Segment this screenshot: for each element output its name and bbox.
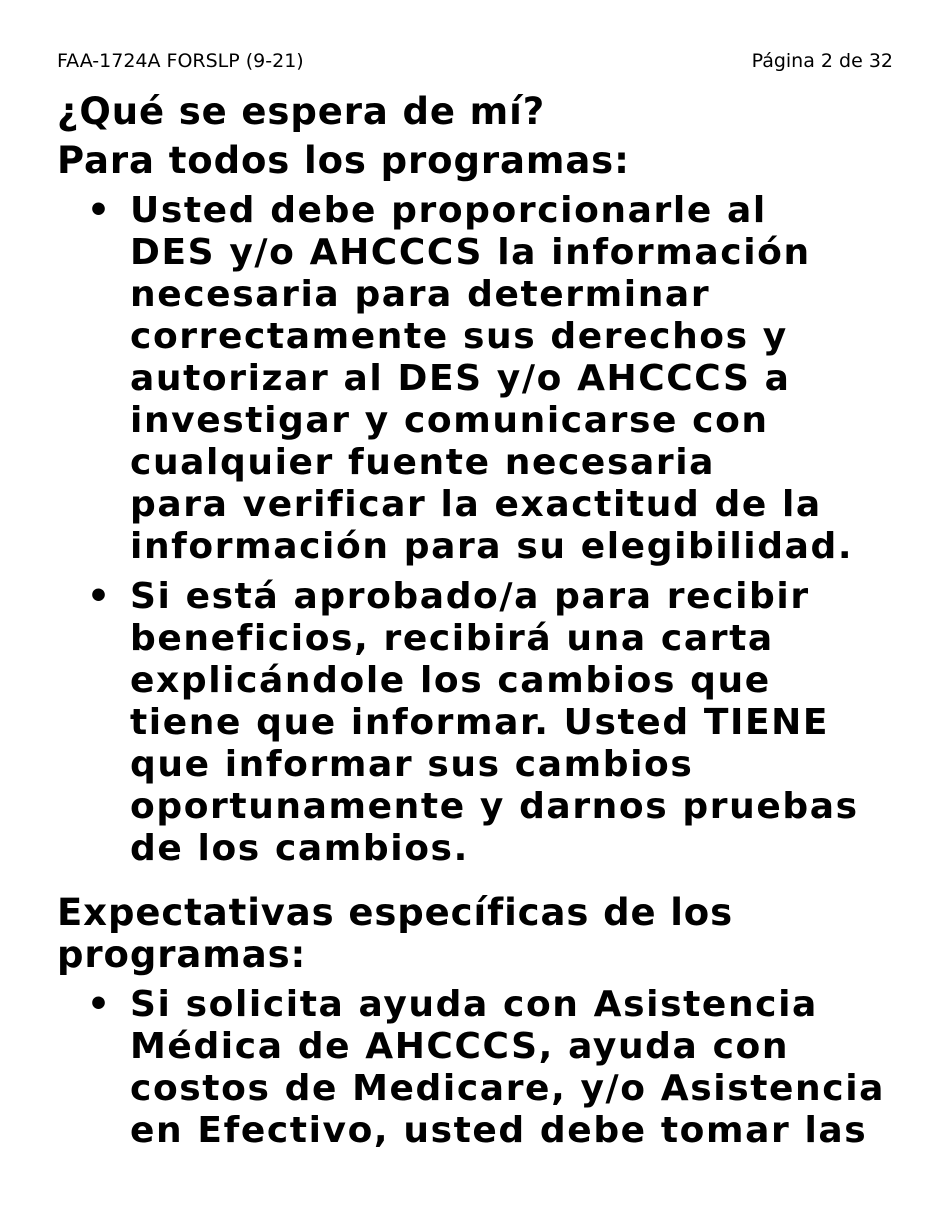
list-item [57, 190, 917, 568]
section-heading-all-programs: Para todos los programas: [57, 139, 630, 182]
text-line: Si está aprobado/a para recibir [130, 576, 810, 617]
list-item-text [130, 190, 917, 568]
text-line: oportunamente y darnos pruebas [130, 786, 859, 827]
form-id: FAA-1724A FORSLP (9-21) [57, 50, 304, 72]
text-line: que informar sus cambios [130, 744, 694, 785]
text-line: explicándole los cambios que [130, 660, 771, 701]
text-line: Médica de AHCCCS, ayuda con [130, 1026, 790, 1067]
page-number: Página 2 de 32 [751, 50, 893, 72]
page-header [57, 50, 893, 76]
text-line: autorizar al DES y/o AHCCCS a [130, 358, 791, 399]
bullet-list-all-programs [57, 190, 917, 870]
page-title: ¿Qué se espera de mí? [57, 90, 546, 133]
section-heading-specific-programs [57, 892, 917, 976]
list-item [57, 984, 917, 1152]
list-item-text [130, 984, 917, 1152]
text-line: correctamente sus derechos y [130, 316, 788, 357]
bullet-icon: • [87, 190, 112, 231]
document-body [57, 91, 917, 1160]
text-line: Si solicita ayuda con Asistencia [130, 984, 818, 1025]
heading-line: programas: [57, 933, 307, 976]
bullet-icon: • [87, 984, 112, 1025]
text-line: investigar y comunicarse con [130, 400, 769, 441]
text-line: en Efectivo, usted debe tomar las [130, 1110, 868, 1151]
text-line: Usted debe proporcionarle al [130, 190, 767, 231]
text-line: cualquier fuente necesaria [130, 442, 716, 483]
list-item-text [130, 576, 917, 870]
heading-line: Expectativas específicas de los [57, 891, 734, 934]
text-line: DES y/o AHCCCS la información [130, 232, 811, 273]
text-line: información para su elegibilidad. [130, 526, 854, 567]
text-line: tiene que informar. Usted TIENE [130, 702, 830, 743]
list-item [57, 576, 917, 870]
text-line: costos de Medicare, y/o Asistencia [130, 1068, 886, 1109]
bullet-icon: • [87, 576, 112, 617]
text-line: de los cambios. [130, 828, 469, 869]
bullet-list-specific-programs [57, 984, 917, 1152]
text-line: beneficios, recibirá una carta [130, 618, 774, 659]
text-line: necesaria para determinar [130, 274, 711, 315]
text-line: para verificar la exactitud de la [130, 484, 822, 525]
